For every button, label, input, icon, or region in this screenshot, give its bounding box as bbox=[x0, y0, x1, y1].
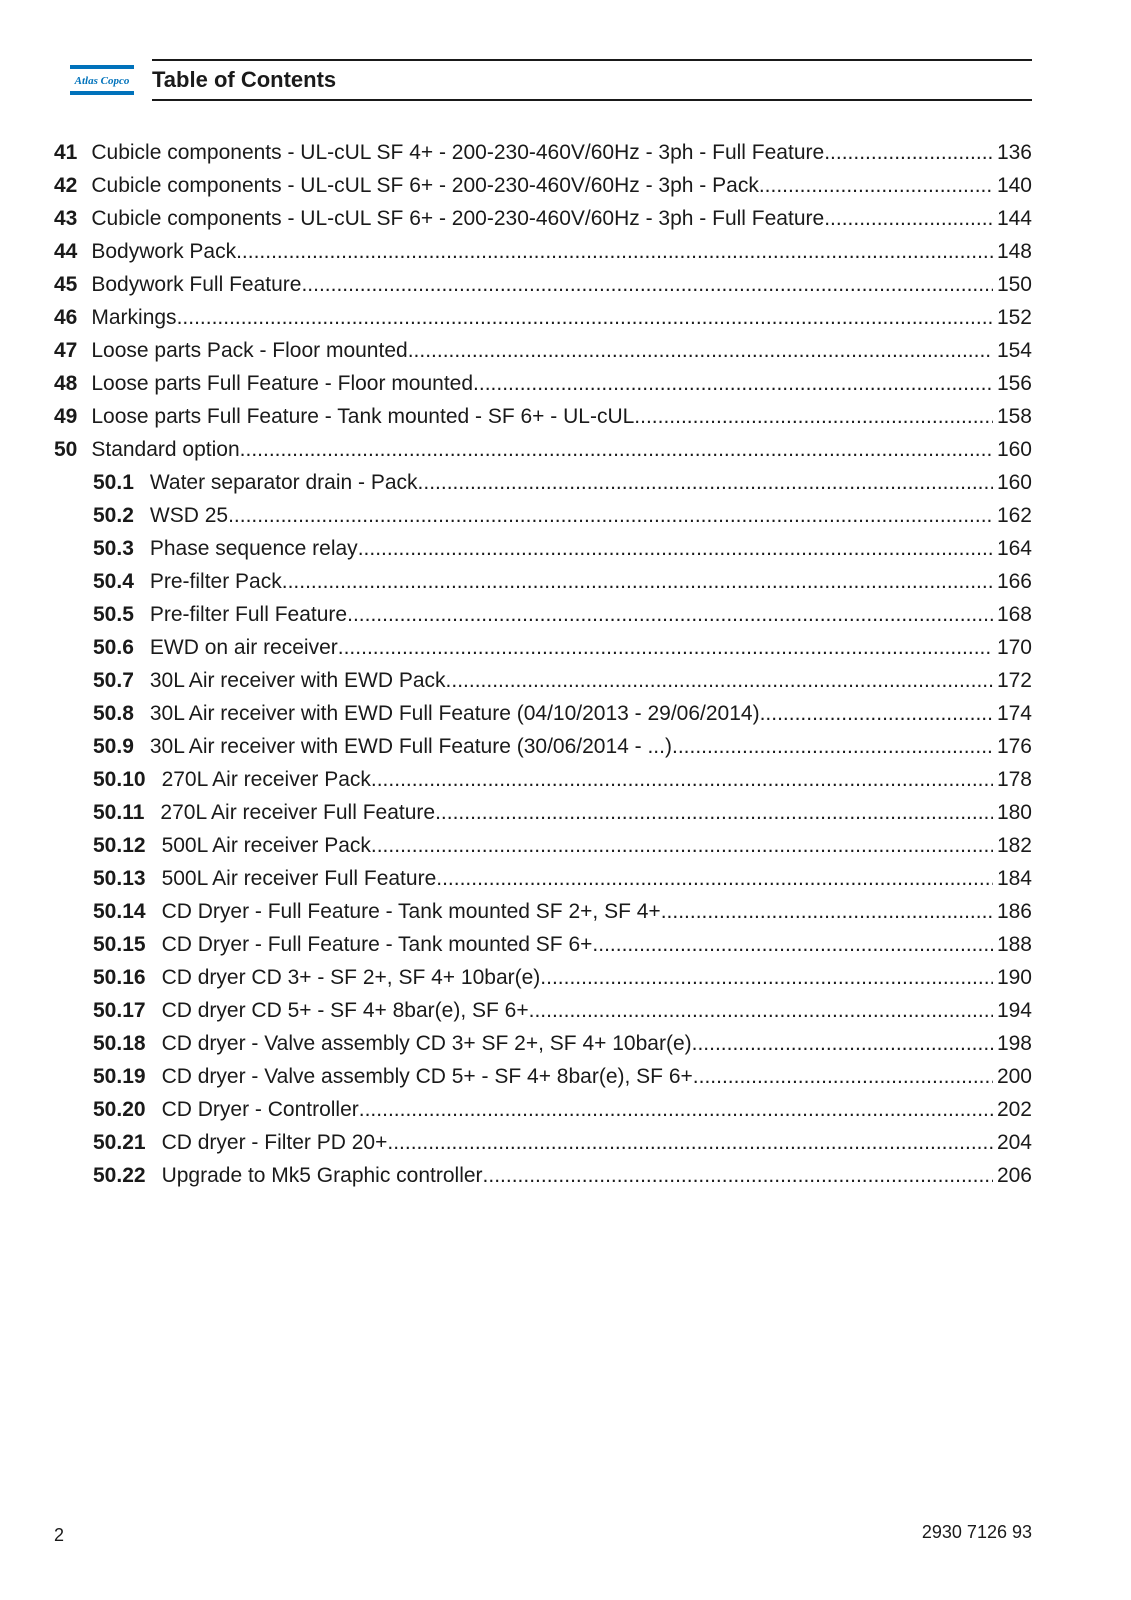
toc-entry-title: Loose parts Full Feature - Tank mounted - SF 6+ - UL-cUL bbox=[91, 405, 635, 428]
toc-entry-number: 45 bbox=[54, 273, 78, 296]
toc-dot-leader bbox=[408, 334, 993, 367]
toc-entry-page: 172 bbox=[996, 669, 1032, 692]
toc-entry-number: 50.18 bbox=[93, 1032, 146, 1055]
toc-entry-page: 170 bbox=[996, 636, 1032, 659]
toc-entry[interactable] bbox=[54, 1126, 1032, 1159]
toc-entry-page: 160 bbox=[996, 471, 1032, 494]
toc-entry-page: 182 bbox=[996, 834, 1032, 857]
toc-entry-page: 200 bbox=[996, 1065, 1032, 1088]
toc-entry-number: 50.15 bbox=[93, 933, 146, 956]
toc-entry[interactable] bbox=[54, 796, 1032, 829]
toc-entry-title: CD Dryer - Full Feature - Tank mounted SF 2+, SF 4+ bbox=[161, 900, 661, 923]
toc-entry-number: 46 bbox=[54, 306, 78, 329]
toc-entry-title: Markings bbox=[91, 306, 177, 329]
toc-entry-page: 140 bbox=[996, 174, 1032, 197]
toc-entry-number: 47 bbox=[54, 339, 78, 362]
toc-entry-title: Upgrade to Mk5 Graphic controller bbox=[161, 1164, 483, 1187]
page-number: 2 bbox=[54, 1525, 65, 1545]
header-top-rule bbox=[152, 59, 1032, 61]
toc-entry-page: 202 bbox=[996, 1098, 1032, 1121]
toc-entry[interactable] bbox=[54, 202, 1032, 235]
toc-entry-title: Bodywork Full Feature bbox=[91, 273, 302, 296]
toc-entry-title: Water separator drain - Pack bbox=[149, 471, 418, 494]
toc-entry-page: 154 bbox=[996, 339, 1032, 362]
toc-entry[interactable] bbox=[54, 433, 1032, 466]
toc-dot-leader bbox=[371, 763, 993, 796]
toc-entry-number: 50.13 bbox=[93, 867, 146, 890]
toc-entry-number: 50.9 bbox=[93, 735, 134, 758]
toc-dot-leader bbox=[473, 367, 993, 400]
toc-entry-number: 48 bbox=[54, 372, 78, 395]
toc-entry-page: 158 bbox=[996, 405, 1032, 428]
toc-entry-title: CD dryer - Valve assembly CD 5+ - SF 4+ 8bar(e), SF 6+ bbox=[161, 1065, 693, 1088]
toc-entry[interactable] bbox=[54, 928, 1032, 961]
toc-entry-title: 30L Air receiver with EWD Full Feature (30/06/2014 - ...) bbox=[149, 735, 672, 758]
toc-entry-number: 50.21 bbox=[93, 1131, 146, 1154]
toc-entry-number: 50.11 bbox=[93, 801, 145, 824]
toc-entry-page: 184 bbox=[996, 867, 1032, 890]
toc-dot-leader bbox=[359, 1093, 993, 1126]
toc-entry[interactable] bbox=[54, 136, 1032, 169]
toc-dot-leader bbox=[672, 730, 993, 763]
toc-entry[interactable] bbox=[54, 400, 1032, 433]
toc-entry-page: 148 bbox=[996, 240, 1032, 263]
toc-dot-leader bbox=[446, 664, 993, 697]
toc-entry-number: 50.3 bbox=[93, 537, 134, 560]
toc-entry-title: EWD on air receiver bbox=[149, 636, 338, 659]
toc-dot-leader bbox=[347, 598, 993, 631]
toc-entry-page: 176 bbox=[996, 735, 1032, 758]
toc-entry-title: Loose parts Pack - Floor mounted bbox=[91, 339, 408, 362]
toc-entry-page: 150 bbox=[996, 273, 1032, 296]
toc-entry-title: 30L Air receiver with EWD Pack bbox=[149, 669, 446, 692]
toc-entry[interactable] bbox=[54, 631, 1032, 664]
toc-entry-number: 49 bbox=[54, 405, 78, 428]
toc-entry[interactable] bbox=[54, 301, 1032, 334]
toc-dot-leader bbox=[693, 1060, 993, 1093]
toc-dot-leader bbox=[824, 136, 993, 169]
toc-entry[interactable] bbox=[54, 1159, 1032, 1192]
toc-dot-leader bbox=[236, 235, 993, 268]
toc-entry-number: 50.2 bbox=[93, 504, 134, 527]
toc-entry-page: 156 bbox=[996, 372, 1032, 395]
toc-entry[interactable] bbox=[54, 961, 1032, 994]
toc-entry-title: CD Dryer - Controller bbox=[161, 1098, 359, 1121]
toc-entry-title: Bodywork Pack bbox=[91, 240, 237, 263]
toc-entry-number: 50.17 bbox=[93, 999, 146, 1022]
toc-entry-title: Cubicle components - UL-cUL SF 6+ - 200-230-460V/60Hz - 3ph - Pack bbox=[91, 174, 759, 197]
toc-entry-page: 164 bbox=[996, 537, 1032, 560]
toc-entry-number: 50.1 bbox=[93, 471, 134, 494]
page-title: Table of Contents bbox=[152, 67, 337, 92]
toc-entry-number: 50.4 bbox=[93, 570, 134, 593]
toc-entry-title: CD dryer - Filter PD 20+ bbox=[161, 1131, 388, 1154]
toc-entry-page: 136 bbox=[996, 141, 1032, 164]
toc-entry-page: 204 bbox=[996, 1131, 1032, 1154]
toc-entry[interactable] bbox=[54, 334, 1032, 367]
toc-dot-leader bbox=[529, 994, 993, 1027]
toc-entry[interactable] bbox=[54, 763, 1032, 796]
toc-dot-leader bbox=[177, 301, 993, 334]
toc-dot-leader bbox=[282, 565, 993, 598]
toc-entry-title: CD dryer - Valve assembly CD 3+ SF 2+, SF 4+ 10bar(e) bbox=[161, 1032, 692, 1055]
toc-entry[interactable] bbox=[54, 829, 1032, 862]
document-number: 2930 7126 93 bbox=[921, 1522, 1032, 1542]
toc-entry[interactable] bbox=[54, 532, 1032, 565]
toc-entry-number: 50.22 bbox=[93, 1164, 146, 1187]
toc-dot-leader bbox=[760, 697, 993, 730]
toc-entry-number: 50.5 bbox=[93, 603, 134, 626]
toc-entry-number: 50.6 bbox=[93, 636, 134, 659]
toc-entry-page: 162 bbox=[996, 504, 1032, 527]
toc-entry[interactable] bbox=[54, 730, 1032, 763]
toc-entry[interactable] bbox=[54, 235, 1032, 268]
toc-dot-leader bbox=[301, 268, 993, 301]
toc-entry[interactable] bbox=[54, 466, 1032, 499]
toc-entry-page: 206 bbox=[996, 1164, 1032, 1187]
toc-entry-number: 50 bbox=[54, 438, 78, 461]
toc-entry-number: 44 bbox=[54, 240, 78, 263]
toc-entry[interactable] bbox=[54, 1060, 1032, 1093]
toc-entry[interactable] bbox=[54, 994, 1032, 1027]
toc-dot-leader bbox=[435, 796, 993, 829]
toc-dot-leader bbox=[661, 895, 993, 928]
toc-entry[interactable] bbox=[54, 895, 1032, 928]
toc-dot-leader bbox=[358, 532, 993, 565]
toc-dot-leader bbox=[692, 1027, 993, 1060]
toc-entry-number: 50.20 bbox=[93, 1098, 146, 1121]
toc-entry-number: 43 bbox=[54, 207, 78, 230]
toc-entry-page: 152 bbox=[996, 306, 1032, 329]
toc-entry-page: 166 bbox=[996, 570, 1032, 593]
toc-entry[interactable] bbox=[54, 499, 1032, 532]
toc-dot-leader bbox=[371, 829, 993, 862]
toc-entry-page: 160 bbox=[996, 438, 1032, 461]
toc-entry-number: 42 bbox=[54, 174, 78, 197]
toc-entry[interactable] bbox=[54, 1093, 1032, 1126]
toc-entry[interactable] bbox=[54, 268, 1032, 301]
toc-entry-title: CD dryer CD 3+ - SF 2+, SF 4+ 10bar(e) bbox=[161, 966, 541, 989]
toc-entry[interactable] bbox=[54, 169, 1032, 202]
toc-entry-number: 50.14 bbox=[93, 900, 146, 923]
toc-dot-leader bbox=[387, 1126, 993, 1159]
toc-entry-title: Standard option bbox=[91, 438, 240, 461]
toc-entry-number: 50.16 bbox=[93, 966, 146, 989]
toc-entry-number: 50.7 bbox=[93, 669, 134, 692]
toc-entry-page: 144 bbox=[996, 207, 1032, 230]
toc-dot-leader bbox=[824, 202, 993, 235]
toc-dot-leader bbox=[634, 400, 993, 433]
toc-entry-title: 500L Air receiver Full Feature bbox=[161, 867, 437, 890]
toc-entry-title: Cubicle components - UL-cUL SF 4+ - 200-230-460V/60Hz - 3ph - Full Feature bbox=[91, 141, 825, 164]
toc-dot-leader bbox=[483, 1159, 993, 1192]
atlas-copco-logo bbox=[70, 65, 134, 95]
header-bottom-rule bbox=[152, 99, 1032, 101]
table-of-contents bbox=[54, 136, 1032, 1192]
toc-entry-title: 30L Air receiver with EWD Full Feature (04/10/2013 - 29/06/2014) bbox=[149, 702, 760, 725]
toc-entry-number: 50.10 bbox=[93, 768, 146, 791]
toc-entry[interactable] bbox=[54, 598, 1032, 631]
toc-dot-leader bbox=[228, 499, 993, 532]
toc-entry-title: 270L Air receiver Pack bbox=[161, 768, 371, 791]
page-header bbox=[70, 57, 1032, 103]
toc-dot-leader bbox=[592, 928, 993, 961]
toc-dot-leader bbox=[240, 433, 993, 466]
toc-entry-title: Cubicle components - UL-cUL SF 6+ - 200-230-460V/60Hz - 3ph - Full Feature bbox=[91, 207, 825, 230]
toc-entry[interactable] bbox=[54, 862, 1032, 895]
toc-dot-leader bbox=[759, 169, 993, 202]
toc-entry-title: Pre-filter Full Feature bbox=[149, 603, 348, 626]
toc-entry-page: 198 bbox=[996, 1032, 1032, 1055]
toc-entry-title: Loose parts Full Feature - Floor mounted bbox=[91, 372, 474, 395]
toc-entry-page: 168 bbox=[996, 603, 1032, 626]
toc-entry-title: 270L Air receiver Full Feature bbox=[160, 801, 436, 824]
toc-entry[interactable] bbox=[54, 1027, 1032, 1060]
toc-entry-page: 178 bbox=[996, 768, 1032, 791]
toc-entry[interactable] bbox=[54, 367, 1032, 400]
toc-entry-number: 41 bbox=[54, 141, 78, 164]
toc-dot-leader bbox=[418, 466, 993, 499]
toc-entry-page: 188 bbox=[996, 933, 1032, 956]
toc-entry-number: 50.12 bbox=[93, 834, 146, 857]
toc-dot-leader bbox=[540, 961, 993, 994]
svg-text:Atlas Copco: Atlas Copco bbox=[74, 75, 130, 87]
toc-entry-page: 186 bbox=[996, 900, 1032, 923]
toc-entry-title: CD dryer CD 5+ - SF 4+ 8bar(e), SF 6+ bbox=[161, 999, 529, 1022]
toc-entry-title: Pre-filter Pack bbox=[149, 570, 282, 593]
toc-entry-title: 500L Air receiver Pack bbox=[161, 834, 371, 857]
toc-dot-leader bbox=[436, 862, 993, 895]
toc-dot-leader bbox=[338, 631, 993, 664]
toc-entry[interactable] bbox=[54, 664, 1032, 697]
toc-entry-page: 190 bbox=[996, 966, 1032, 989]
toc-entry-page: 180 bbox=[996, 801, 1032, 824]
toc-entry-page: 194 bbox=[996, 999, 1032, 1022]
toc-entry-number: 50.19 bbox=[93, 1065, 146, 1088]
toc-entry[interactable] bbox=[54, 565, 1032, 598]
toc-entry[interactable] bbox=[54, 697, 1032, 730]
toc-entry-title: Phase sequence relay bbox=[149, 537, 358, 560]
toc-entry-number: 50.8 bbox=[93, 702, 134, 725]
toc-entry-title: CD Dryer - Full Feature - Tank mounted SF 6+ bbox=[161, 933, 593, 956]
toc-entry-title: WSD 25 bbox=[149, 504, 229, 527]
toc-entry-page: 174 bbox=[996, 702, 1032, 725]
